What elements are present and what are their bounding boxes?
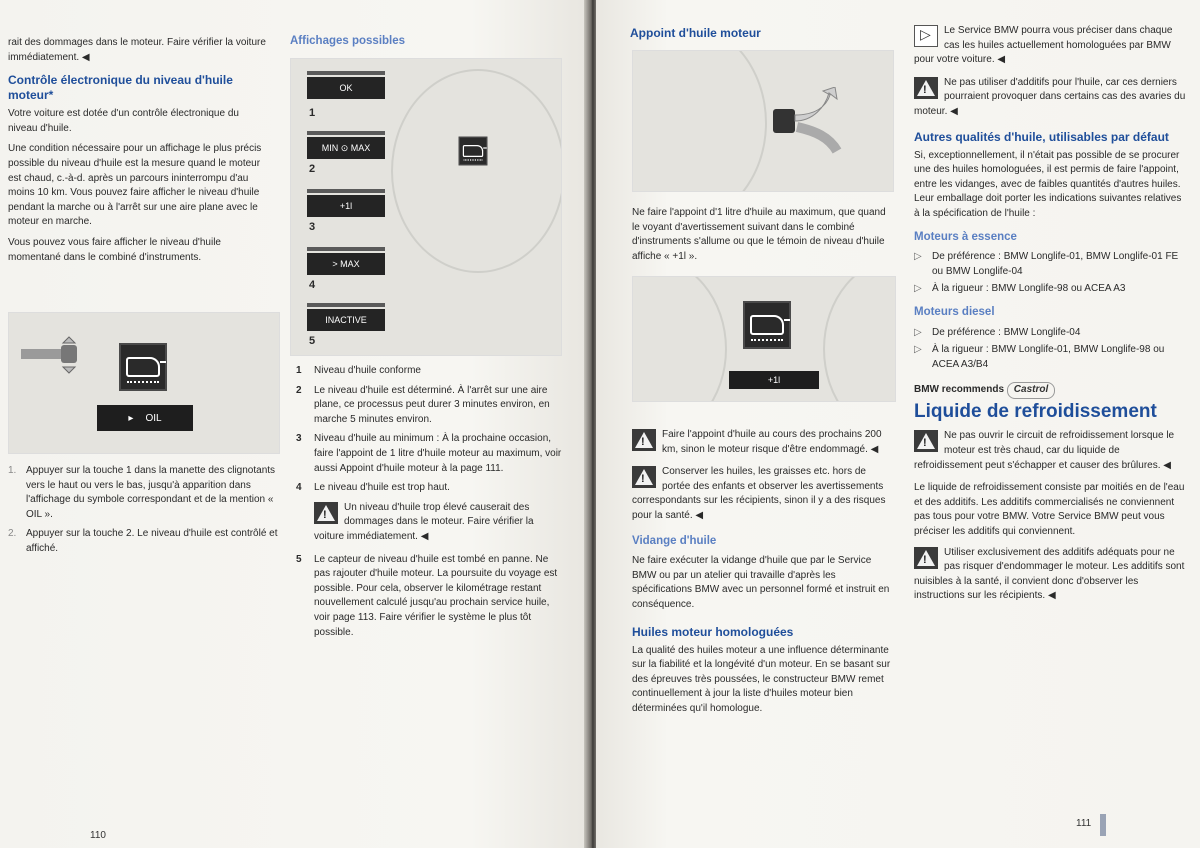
warning-icon xyxy=(914,77,938,99)
section-title: Contrôle électronique du niveau d'huile moteur* xyxy=(8,73,233,103)
paragraph: Si, exceptionnellement, il n'était pas possible de se procurer une des huiles homologuées, il est permis de faire l'appoint, entre les vidanges, avec de faibles quantités d'autres huiles. Leur emballage doit porter les indications suivantes relatives à la spécification de l'huile : xyxy=(914,149,1182,219)
section-title: Vidange d'huile xyxy=(632,534,717,547)
level-display xyxy=(729,371,819,389)
list-item: ▷ À la rigueur : BMW Longlife-98 ou ACEA A3 xyxy=(914,283,1126,295)
list-item: 3 Niveau d'huile au minimum : À la prochaine occasion, faire l'appoint de 1 litre d'huile moteur au maximum, voir aussi Appoint d'huile moteur à la page 111. xyxy=(296,433,562,474)
paragraph: Ne faire l'appoint d'1 litre d'huile au maximum, que quand le voyant d'avertissement suivant dans le combiné d'instruments s'allume ou que le témoin de niveau d'huile affiche « +1l ». xyxy=(632,207,886,262)
warning-block xyxy=(632,428,894,457)
list-item: 1 Niveau d'huile conforme xyxy=(296,365,421,376)
intro-text: rait des dommages dans le moteur. Faire vérifier la voiture immédiatement. ◀ xyxy=(8,37,266,63)
gauge-icon xyxy=(823,276,896,402)
display-state-1: OK xyxy=(307,77,385,99)
warning-icon xyxy=(914,430,938,452)
note-block xyxy=(914,24,1186,68)
display-meaning-list xyxy=(296,364,562,496)
section-title: Moteurs à essence xyxy=(914,230,1017,243)
paragraph: Votre voiture est dotée d'un contrôle électronique du niveau d'huile. xyxy=(8,108,239,134)
display-state-4: > MAX xyxy=(307,253,385,275)
warning-text: Ne pas utiliser d'additifs pour l'huile, car ces derniers pourraient provoquer dans certains cas des avaries du moteur. ◀ xyxy=(914,76,1186,117)
note-icon xyxy=(914,25,938,47)
warning-block xyxy=(914,546,1186,604)
page-tab-marker xyxy=(1100,814,1106,836)
oil-filler-cap-icon xyxy=(773,87,853,162)
step-number: 2. xyxy=(8,528,17,540)
right-column-2 xyxy=(914,20,1186,612)
warning-block xyxy=(914,429,1186,473)
warning-block xyxy=(314,501,562,545)
gauge-icon xyxy=(632,276,727,402)
castrol-logo: Castrol xyxy=(1007,382,1055,399)
middle-list xyxy=(296,364,562,645)
list-item xyxy=(8,527,278,556)
step-number: 1. xyxy=(8,465,17,476)
displays-figure xyxy=(290,58,562,356)
diesel-list xyxy=(914,326,1186,373)
warning-text: Conserver les huiles, les graisses etc. hors de portée des enfants et observer les avertissements correspondants sur les récipients, sinon il y a des risques pour la santé. ◀ xyxy=(632,466,886,521)
page-number: 111 xyxy=(1076,818,1092,829)
right-page xyxy=(596,0,1200,848)
section-title: Appoint d'huile moteur xyxy=(630,26,761,40)
warning-text: Un niveau d'huile trop élevé causerait des dommages dans le moteur. Faire vérifier la voiture immédiatement. ◀ xyxy=(314,501,534,542)
warning-block xyxy=(632,465,894,523)
note-text: Le Service BMW pourra vous préciser dans chaque cas les huiles actuellement homologuées par BMW pour votre voiture. ◀ xyxy=(914,25,1173,66)
display-state-2: MIN ⊙ MAX xyxy=(307,137,385,159)
warning-text: Utiliser exclusivement des additifs adéquats pour ne pas risquer d'endommager le moteur. Les additifs sont nuisibles à la santé, il convient donc d'observer les instructions sur les récipients. ◀ xyxy=(914,546,1185,602)
warning-block xyxy=(914,76,1186,120)
list-item: ▷ De préférence : BMW Longlife-04 xyxy=(914,326,1081,338)
oil-can-icon xyxy=(119,343,167,391)
turn-signal-stalk-icon xyxy=(21,335,91,375)
left-column xyxy=(8,36,270,271)
list-item xyxy=(8,464,278,522)
warning-icon xyxy=(632,429,656,451)
section-title: Affichages possibles xyxy=(290,35,406,47)
display-number: 2 xyxy=(309,163,316,175)
list-item: 4 Le niveau d'huile est trop haut. xyxy=(296,482,450,494)
warning-icon xyxy=(632,466,656,488)
oil-check-figure xyxy=(8,312,280,454)
oil-display: ▸ OIL xyxy=(97,405,193,431)
recommendation: BMW recommends Castrol xyxy=(914,382,1186,399)
paragraph: La qualité des huiles moteur a une influence déterminante sur la fiabilité et la longévité d'un moteur. En se basant sur des épreuves très poussées, le constructeur BMW remet continuellement à jour la liste d'huiles moteur bien déterminées qu'il homologue. xyxy=(632,644,891,714)
step-text: Appuyer sur la touche 1 dans la manette des clignotants vers le haut ou vers le bas, jusqu'à apparition dans l'affichage du symbole correspondant et de la mention « OIL ». xyxy=(26,465,276,520)
display-text: +1l xyxy=(767,375,781,385)
section-title: Autres qualités d'huile, utilisables par défaut xyxy=(914,129,1169,144)
paragraph: Une condition nécessaire pour un affichage le plus précis possible du niveau d'huile est la mesure quand le moteur est chaud, c.-à-d. après un parcours ininterrompu d'au moins 10 km. Vous pouvez faire afficher le niveau d'huile pendant la marche ou à l'arrêt sur une aire plane avec le moteur en marche. xyxy=(8,143,262,228)
right-column-1 xyxy=(630,26,900,45)
display-number: 3 xyxy=(309,221,316,233)
section-title: Huiles moteur homologuées xyxy=(632,624,794,639)
warning-text: Faire l'appoint d'huile au cours des prochains 200 km, sinon le moteur risque d'être endommagé. ◀ xyxy=(662,429,882,455)
display-number: 5 xyxy=(309,335,316,347)
warning-icon xyxy=(914,547,938,569)
display-number: 1 xyxy=(309,107,316,119)
right-column-1-text xyxy=(632,206,894,270)
display-number: 4 xyxy=(309,279,316,291)
right-column-1-lower xyxy=(632,424,894,723)
list-item: 5 Le capteur de niveau d'huile est tombé en panne. Ne pas rajouter d'huile moteur. La poursuite du voyage est possible. Pour cela, observer le kilométrage restant nouvellement calculé jusqu'au prochain service huile, voir page 113. Faire vérifier le système le plus tôt possible. xyxy=(296,553,558,638)
gauge-icon xyxy=(391,69,562,273)
display-state-5: INACTIVE xyxy=(307,309,385,331)
middle-column xyxy=(290,34,560,55)
section-title: Liquide de refroidissement xyxy=(914,400,1157,422)
warning-light-figure xyxy=(632,276,896,402)
warning-text: Ne pas ouvrir le circuit de refroidissement lorsque le moteur est très chaud, car du liquide de refroidissement peut s'échapper et causer des brûlures. ◀ xyxy=(914,430,1175,471)
paragraph: Vous pouvez vous faire afficher le niveau d'huile momentané dans le combiné d'instruments. xyxy=(8,236,221,263)
page-number: 110 xyxy=(90,830,106,841)
list-item: ▷ De préférence : BMW Longlife-01, BMW Longlife-01 FE ou BMW Longlife-04 xyxy=(914,251,1179,277)
essence-list xyxy=(914,250,1186,297)
paragraph: Le liquide de refroidissement consiste par moitiés en de l'eau et des additifs. Les additifs commercialisés ne conviennent pas tous pour votre BMW. Votre Service BMW peut vous préciser les additifs qui conviennent. xyxy=(914,482,1185,538)
oil-can-icon xyxy=(743,301,791,349)
steps-list xyxy=(8,464,278,557)
display-state-3: +1l xyxy=(307,195,385,217)
display-meaning-list xyxy=(296,553,562,641)
steps-column xyxy=(8,464,278,562)
paragraph: Ne faire exécuter la vidange d'huile que par le Service BMW ou par un atelier qui travaille d'après les spécifications BMW avec un personnel formé et instruit en conséquence. xyxy=(632,555,890,610)
gauge-icon xyxy=(632,50,767,192)
oil-filler-figure xyxy=(632,50,894,192)
list-item: ▷ À la rigueur : BMW Longlife-01, BMW Longlife-98 ou ACEA A3/B4 xyxy=(914,344,1165,370)
warning-icon xyxy=(314,502,338,524)
step-text: Appuyer sur la touche 2. Le niveau d'huile est contrôlé et affiché. xyxy=(26,528,278,554)
section-title: Moteurs diesel xyxy=(914,305,995,318)
oil-can-icon xyxy=(459,137,488,166)
list-item: 2 Le niveau d'huile est déterminé. À l'arrêt sur une aire plane, ce processus peut durer 3 minutes environ, en marche 5 minutes environ. xyxy=(296,384,550,425)
left-page xyxy=(0,0,588,848)
display-text: OIL xyxy=(145,412,162,424)
